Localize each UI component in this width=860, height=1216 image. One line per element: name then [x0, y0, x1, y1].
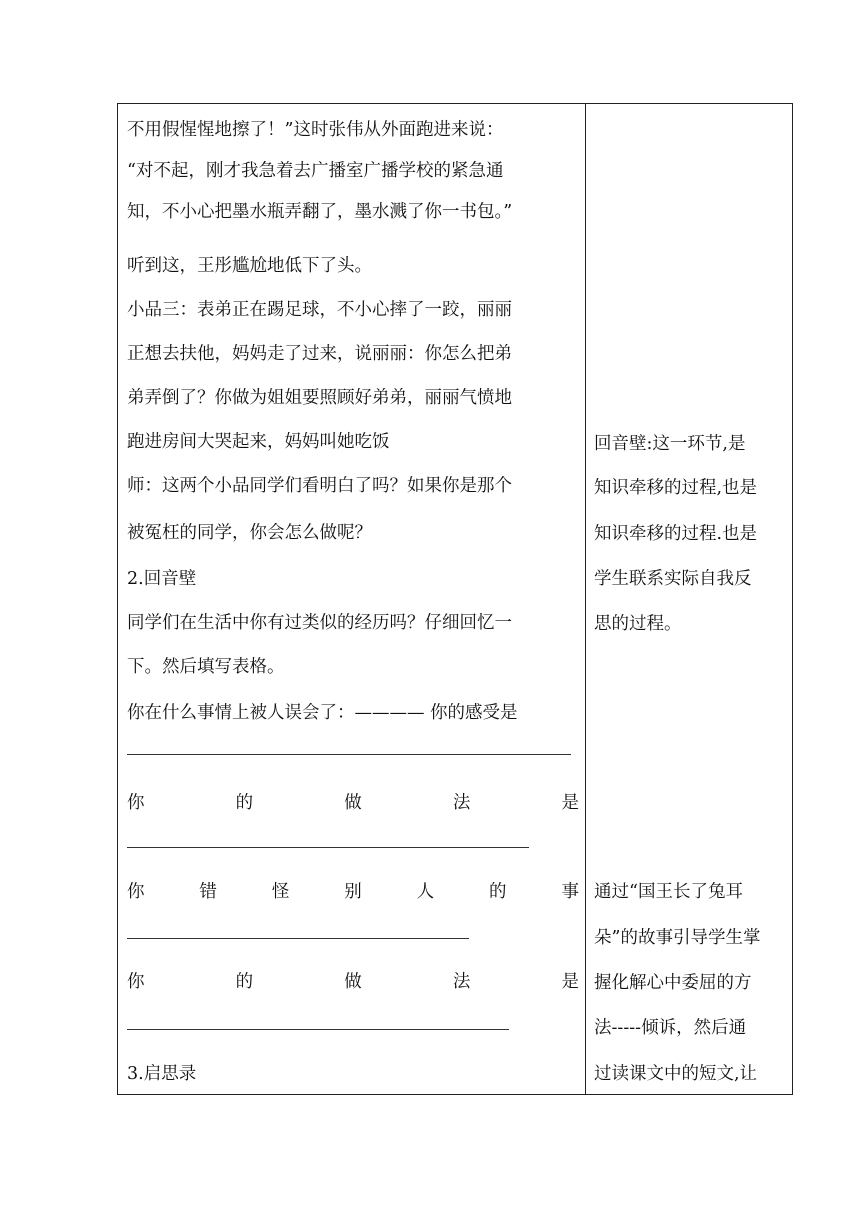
form-char: 法: [452, 972, 471, 992]
form-char: 的: [235, 793, 254, 813]
note-line: 握化解心中委屈的方: [594, 973, 752, 993]
text-line: 不用假惺惺地擦了！”这时张伟从外面跑进来说：: [127, 120, 504, 140]
form-char: 事: [561, 882, 579, 902]
note-line: 回音壁:这一环节,是: [594, 434, 746, 454]
form-char: 人: [416, 882, 435, 902]
form-char: 是: [561, 972, 579, 992]
text-line: 同学们在生活中你有过类似的经历吗？仔细回忆一: [127, 613, 512, 633]
note-line: 通过“国王长了兔耳: [594, 882, 743, 902]
form-char: 错: [199, 882, 217, 902]
form-char: 怪: [271, 882, 290, 902]
form-char: 法: [452, 793, 471, 813]
blank-fill-line: [127, 754, 571, 755]
text-line: 你在什么事情上被人误会了：———— 你的感受是: [127, 703, 518, 723]
lesson-plan-table: [117, 103, 793, 1095]
column-divider: [585, 104, 586, 1094]
blank-fill-line: [127, 847, 529, 848]
form-row-method: [127, 791, 579, 815]
blank-fill-line: [127, 938, 469, 939]
form-char: 你: [127, 972, 145, 992]
note-line: 知识牵移的过程,也是: [594, 478, 758, 498]
text-line: 正想去扶他，妈妈走了过来，说丽丽：你怎么把弟: [127, 344, 512, 364]
form-row-blame: [127, 880, 579, 904]
text-line: 小品三：表弟正在踢足球，不小心摔了一跤，丽丽: [127, 300, 512, 320]
note-line: 学生联系实际自我反: [594, 569, 752, 589]
form-char: 的: [489, 882, 507, 902]
form-char: 别: [344, 882, 362, 902]
section-heading: 2.回音壁: [127, 569, 197, 589]
text-line: 跑进房间大哭起来，妈妈叫她吃饭: [127, 432, 390, 452]
form-char: 你: [127, 793, 145, 813]
blank-fill-line: [127, 1029, 509, 1030]
form-row-method-2: [127, 970, 579, 994]
text-line: 被冤枉的同学，你会怎么做呢？: [127, 523, 372, 543]
text-line: 师：这两个小品同学们看明白了吗？如果你是那个: [127, 476, 512, 496]
form-char: 的: [235, 972, 254, 992]
form-char: 你: [127, 882, 145, 902]
text-line: 弟弄倒了？你做为姐姐要照顾好弟弟，丽丽气愤地: [127, 388, 512, 408]
note-line: 法-----倾诉，然后通: [594, 1018, 747, 1038]
text-line: “对不起，刚才我急着去广播室广播学校的紧急通: [127, 161, 504, 181]
note-line: 朵”的故事引导学生掌: [594, 928, 761, 948]
form-char: 做: [344, 793, 362, 813]
note-line: 知识牵移的过程.也是: [594, 524, 758, 544]
text-line: 知，不小心把墨水瓶弄翻了，墨水溅了你一书包。”: [127, 202, 513, 222]
note-line: 过读课文中的短文,让: [594, 1064, 758, 1084]
form-char: 是: [561, 793, 579, 813]
text-line: 听到这，王彤尴尬地低下了头。: [127, 256, 372, 276]
note-line: 思的过程。: [594, 614, 682, 634]
section-heading: 3.启思录: [127, 1064, 197, 1084]
form-char: 做: [344, 972, 362, 992]
text-line: 下。然后填写表格。: [127, 657, 285, 677]
